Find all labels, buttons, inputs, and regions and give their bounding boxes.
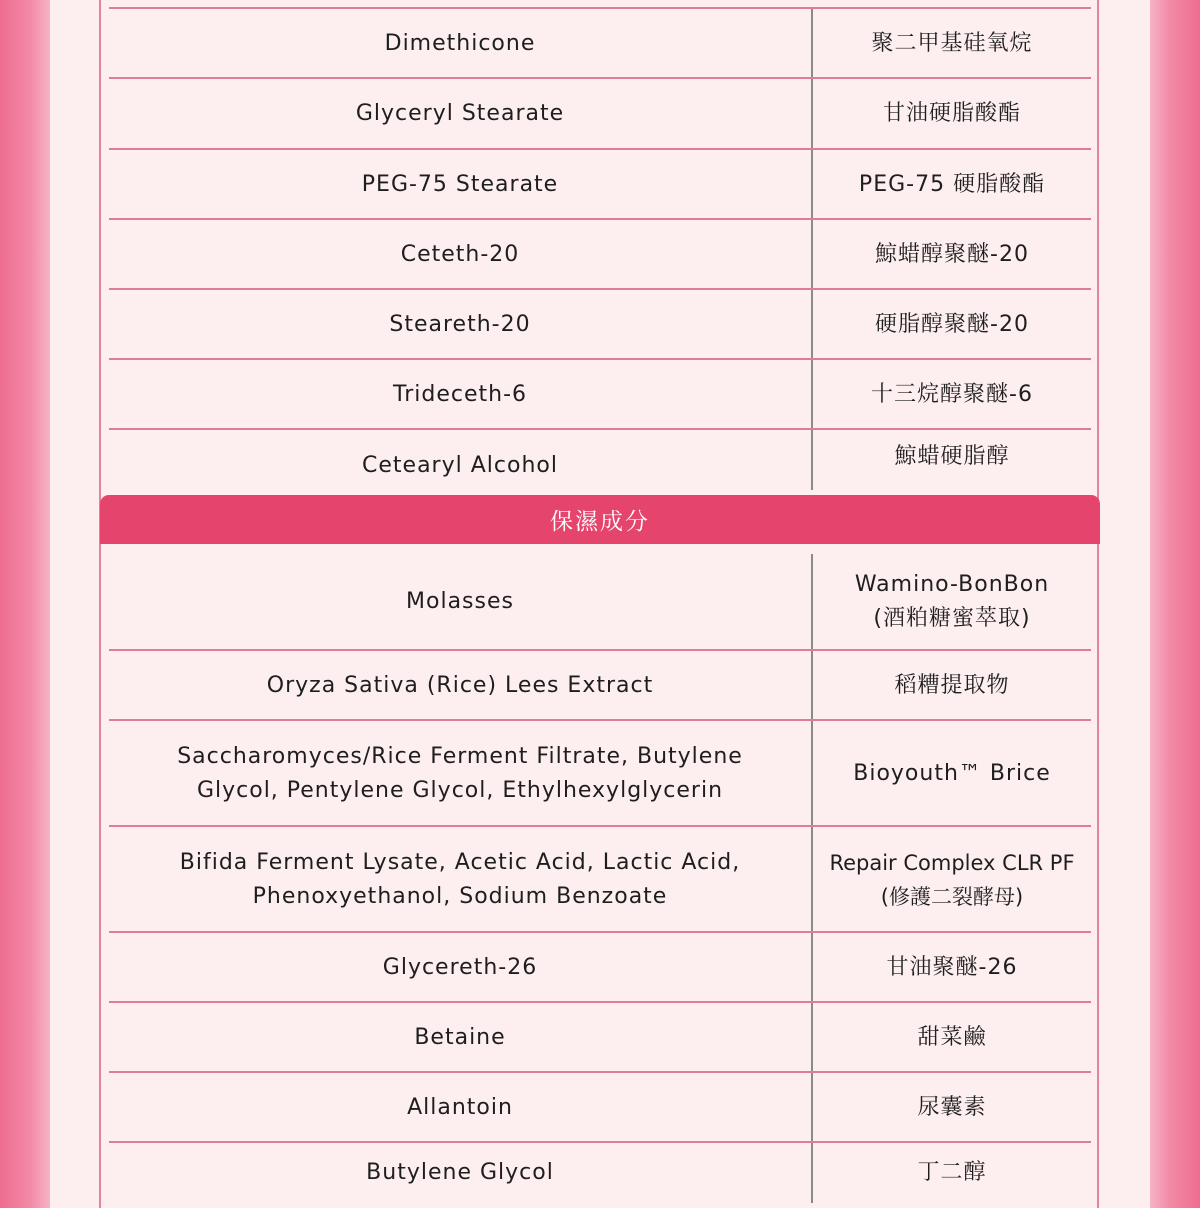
table-row (109, 9, 1091, 78)
ingredient-inci-name: Saccharomyces/Rice Ferment Filtrate, Butylene Glycol, Pentylene Glycol, Ethylhexylglycerin (177, 743, 743, 803)
ingredient-chinese-name: 聚二甲基硅氧烷 (811, 9, 1091, 78)
table-row (109, 1001, 1091, 1072)
ingredient-chinese-name: 甘油聚醚-26 (811, 933, 1091, 1002)
table-row (109, 649, 1091, 720)
ingredient-chinese-name: 甜菜鹼 (811, 1003, 1091, 1072)
left-border-decoration (0, 0, 50, 1208)
ingredient-inci-name: Trideceth-6 (393, 381, 527, 407)
ingredient-inci-name: Steareth-20 (389, 311, 531, 337)
table-row (109, 719, 1091, 826)
ingredient-chinese-name: Bioyouth™ Brice (811, 721, 1091, 826)
table-row (109, 358, 1091, 429)
ingredient-inci-name: Butylene Glycol (366, 1160, 554, 1185)
ingredient-chinese-name: 甘油硬脂酸酯 (811, 79, 1091, 149)
ingredient-chinese-name: Repair Complex CLR PF (修護二裂酵母) (811, 827, 1091, 932)
right-border-decoration (1150, 0, 1200, 1208)
ingredient-inci-name: Betaine (414, 1024, 506, 1050)
ingredient-chinese-name: Wamino-BonBon (酒粕糖蜜萃取) (811, 554, 1091, 650)
ingredient-inci-name: Dimethicone (384, 30, 536, 56)
table-row (109, 428, 1091, 490)
ingredient-chinese-name: 鯨蜡硬脂醇 (811, 430, 1091, 490)
section-header-moisturizing: 保濕成分 (100, 495, 1100, 544)
ingredient-inci-name: Cetearyl Alcohol (362, 453, 558, 478)
table-row (109, 148, 1091, 219)
ingredient-inci-name: Allantoin (407, 1094, 513, 1120)
ingredient-chinese-name: 十三烷醇聚醚-6 (811, 360, 1091, 429)
ingredient-inci-name: Glycereth-26 (382, 954, 538, 980)
ingredient-chinese-name: PEG-75 硬脂酸酯 (811, 150, 1091, 219)
ingredient-inci-name: Ceteth-20 (400, 241, 520, 267)
ingredient-chinese-name: 稻糟提取物 (811, 651, 1091, 720)
ingredient-inci-name: Glyceryl Stearate (355, 101, 565, 126)
ingredient-chinese-name: 尿囊素 (811, 1073, 1091, 1142)
ingredient-inci-name: Bifida Ferment Lysate, Acetic Acid, Lactic Acid, Phenoxyethanol, Sodium Benzoate (179, 849, 741, 909)
table-row (109, 1071, 1091, 1142)
ingredient-chinese-name: 硬脂醇聚醚-20 (811, 290, 1091, 359)
table-row (109, 218, 1091, 289)
table-row (109, 825, 1091, 932)
ingredient-inci-name: Oryza Sativa (Rice) Lees Extract (266, 672, 654, 698)
table-row (109, 288, 1091, 359)
table-row (109, 931, 1091, 1002)
table-row (109, 77, 1091, 149)
table-row (109, 1141, 1091, 1203)
ingredient-chinese-name: 丁二醇 (811, 1143, 1091, 1203)
ingredient-inci-name: PEG-75 Stearate (361, 171, 559, 197)
table-row (109, 554, 1091, 650)
ingredient-inci-name: Molasses (406, 589, 514, 614)
ingredient-chinese-name: 鯨蜡醇聚醚-20 (811, 220, 1091, 289)
